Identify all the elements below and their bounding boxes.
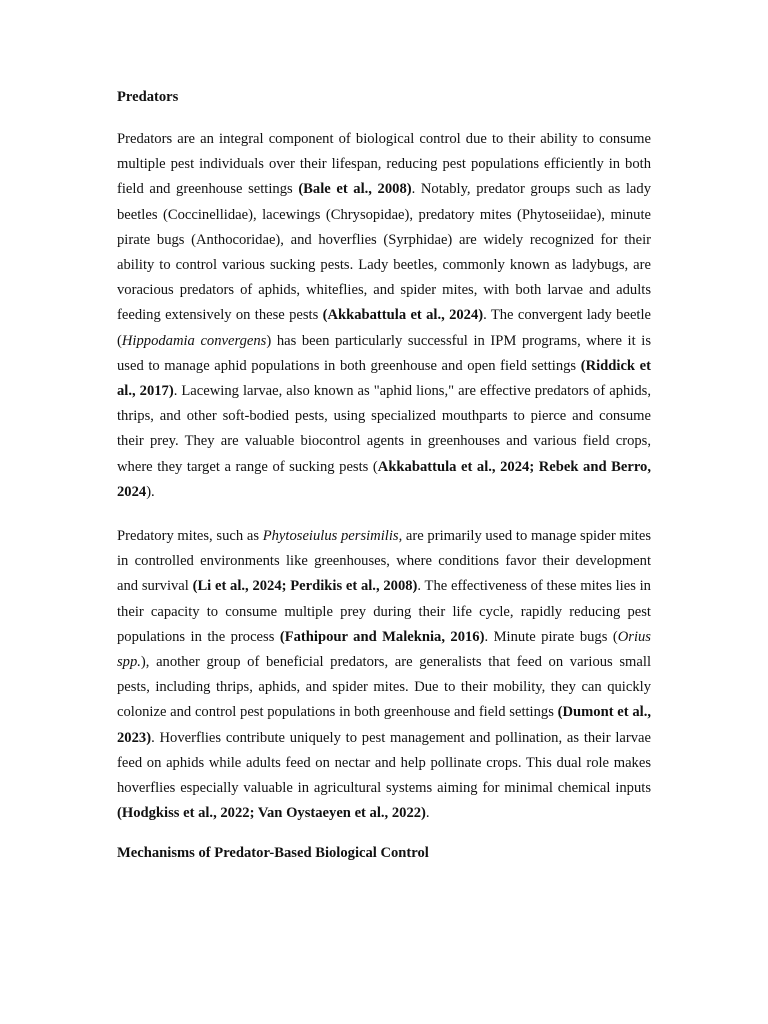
text-run: are primarily used to manage spider mites in controlled environments like greenhouses, where conditions favor their development and survival [117, 528, 651, 595]
citation-hodgkiss-van-oystaeyen: (Hodgkiss et al., 2022; Van Oystaeyen et al., 2022) [117, 805, 426, 822]
species-name-phytoseiulus: Phytoseiulus persimilis, [262, 528, 403, 545]
section-heading-mechanisms: Mechanisms of Predator-Based Biological Control [117, 845, 429, 862]
text-run: ). [146, 483, 155, 500]
text-run: . Lacewing larvae, also known as "aphid lions," are effective predators of aphids, thrips, and other soft-bodied pests, using specialized mouthparts to pierce and consume their prey. They are valuable biocontrol agents in greenhouses and various field crops, where they target a range of sucking pests ( [117, 383, 651, 475]
text-run: . Notably, predator groups such as lady beetles (Coccinellidae), lacewings (Chrysopidae), predatory mites (Phytoseiidae), minute pirate bugs (Anthocoridae), and hoverflies (Syrphidae) are widely recognized for their ability to control various sucking pests. Lady beetles, commonly known as ladybugs, are voracious predators of aphids, whiteflies, and spider mites, with both larvae and adults feeding extensively on these pests [117, 181, 652, 324]
paragraph-predatory-mites [117, 524, 651, 826]
citation-dumont-2023: (Dumont et al., 2023) [117, 704, 651, 746]
text-run: ), another group of beneficial predators, are generalists that feed on various small pests, including thrips, aphids, and spider mites. Due to their mobility, they can quickly colonize and control pest populations in both greenhouse and field settings [117, 654, 651, 721]
text-run: . The convergent lady beetle ( [117, 307, 652, 349]
text-run: . [425, 805, 430, 822]
citation-bale-2008: (Bale et al., 2008) [298, 181, 412, 198]
species-name-hippodamia: Hippodamia convergens [121, 332, 267, 349]
citation-akkabattula-rebek-2024: Akkabattula et al., 2024; Rebek and Berro, 2024 [117, 458, 651, 500]
text-run: Predators are an integral component of biological control due to their ability to consume multiple pest individuals over their lifespan, reducing pest populations efficiently in both field and greenhouse settings [117, 131, 651, 198]
text-run: ) has been particularly successful in IPM programs, where it is used to manage aphid populations in both greenhouse and open field settings [117, 332, 651, 374]
paragraph-predators-overview [117, 127, 651, 505]
text-run: Predatory mites, such as [117, 528, 263, 545]
species-name-orius: Orius spp. [117, 628, 651, 671]
text-run: . The effectiveness of these mites lies in their capacity to consume multiple prey during their life cycle, rapidly reducing pest populations in the process [117, 578, 651, 645]
text-run: . Hoverflies contribute uniquely to pest management and pollination, as their larvae feed on aphids while adults feed on nectar and help pollinate crops. This dual role makes hoverflies especially valuable in agricultural systems aiming for minimal chemical inputs [117, 729, 651, 797]
citation-li-perdikis: (Li et al., 2024; Perdikis et al., 2008) [192, 578, 418, 595]
citation-fathipour-2016: (Fathipour and Maleknia, 2016) [279, 628, 485, 645]
section-heading-predators: Predators [117, 89, 179, 105]
citation-riddick-2017: (Riddick et al., 2017) [117, 357, 651, 400]
citation-akkabattula-2024: (Akkabattula et al., 2024) [322, 307, 484, 324]
text-run: . Minute pirate bugs ( [484, 628, 618, 645]
